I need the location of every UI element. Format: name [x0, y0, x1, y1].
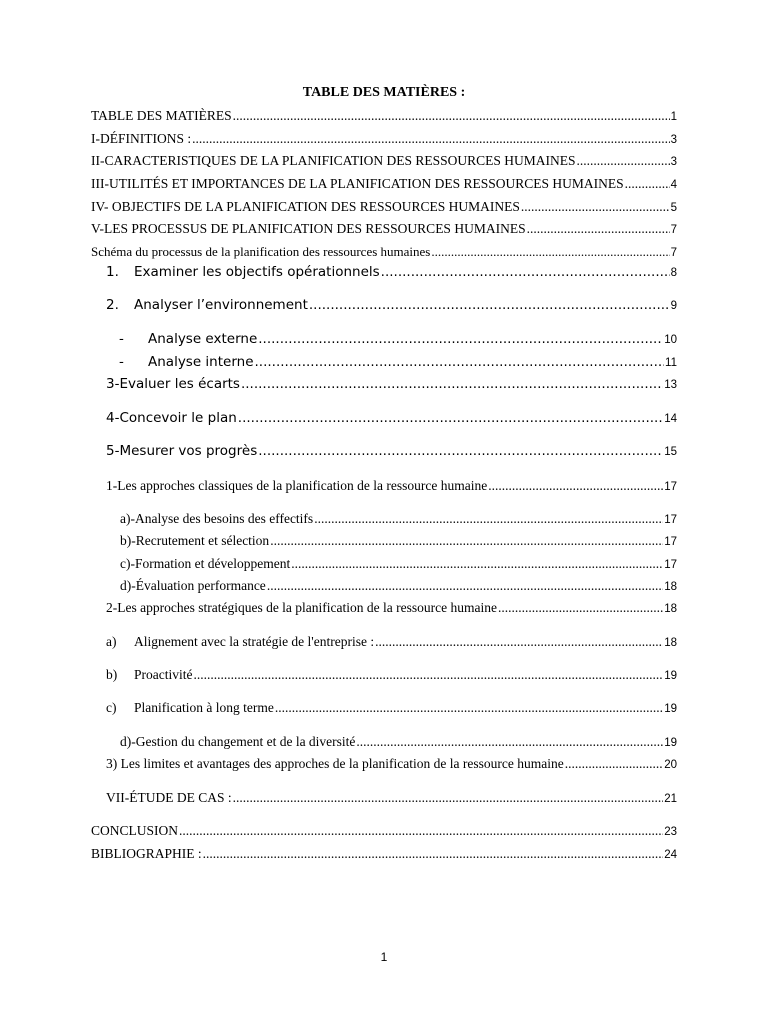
toc-bullet-dash: - [119, 331, 124, 347]
toc-entry-page-number: 18 [664, 603, 677, 615]
toc-entry-label: III-UTILITÉS ET IMPORTANCES DE LA PLANIFICATION DES RESSOURCES HUMAINES [91, 176, 624, 191]
toc-entry-label: VII-ÉTUDE DE CAS : [106, 790, 232, 805]
toc-dot-leader [381, 264, 670, 281]
toc-dot-leader [258, 331, 663, 348]
toc-entry-page-number: 15 [664, 446, 677, 458]
toc-entry-page-number: 18 [664, 637, 677, 649]
toc-dot-leader [577, 152, 670, 169]
toc-entry-label: Planification à long terme [134, 700, 274, 715]
toc-list-letter: b) [106, 667, 118, 682]
toc-dot-leader [498, 599, 663, 616]
toc-entry[interactable] [106, 599, 677, 618]
toc-entry-page-number: 17 [664, 481, 677, 493]
toc-entry[interactable] [119, 331, 677, 349]
toc-dot-leader [521, 198, 670, 215]
toc-entry[interactable] [91, 130, 677, 149]
toc-dot-leader [233, 789, 664, 806]
toc-entry-page-number: 19 [664, 670, 677, 682]
toc-entry-label: 4-Concevoir le plan [106, 410, 237, 426]
toc-entry-label: Proactivité [134, 667, 193, 682]
toc-entry-page-number: 3 [670, 156, 677, 168]
toc-entry-label: Alignement avec la stratégie de l'entreprise : [134, 634, 375, 649]
toc-entry-label: 3) Les limites et avantages des approches de la planification de la ressource humaine [106, 756, 564, 771]
toc-entry[interactable] [119, 354, 677, 372]
toc-dot-leader [258, 443, 663, 460]
toc-entry[interactable] [91, 243, 677, 262]
toc-entry[interactable] [91, 198, 677, 217]
toc-dot-leader [203, 845, 664, 862]
toc-list-letter: c) [106, 700, 117, 715]
toc-entry[interactable] [91, 152, 677, 171]
toc-entry[interactable] [106, 633, 677, 652]
toc-entry-page-number: 11 [665, 357, 677, 369]
toc-entry[interactable] [120, 577, 677, 596]
toc-entry-label: II-CARACTERISTIQUES DE LA PLANIFICATION DES RESSOURCES HUMAINES [91, 153, 576, 168]
toc-dot-leader [356, 733, 663, 750]
toc-list-number: 1. [106, 264, 119, 280]
toc-entry[interactable] [91, 220, 677, 239]
toc-entry-page-number: 3 [670, 134, 677, 146]
toc-dot-leader [309, 297, 670, 314]
toc-entry[interactable] [106, 789, 677, 808]
toc-entry-page-number: 10 [664, 334, 677, 346]
toc-entry[interactable] [106, 264, 677, 282]
toc-dot-leader [291, 555, 663, 572]
toc-entry[interactable] [120, 733, 677, 752]
toc-entry-page-number: 7 [670, 247, 677, 259]
toc-entry[interactable] [106, 297, 677, 315]
toc-dot-leader [275, 699, 663, 716]
toc-entry-page-number: 19 [664, 703, 677, 715]
toc-entry[interactable] [91, 175, 677, 194]
toc-dot-leader [192, 130, 669, 147]
toc-entry[interactable] [106, 755, 677, 774]
toc-entry[interactable] [106, 666, 677, 685]
toc-entry-label: Examiner les objectifs opérationnels [134, 264, 380, 280]
toc-entry-page-number: 4 [670, 179, 677, 191]
toc-entry-label: Schéma du processus de la planification des ressources humaines [91, 244, 431, 259]
toc-entry-page-number: 17 [664, 536, 677, 548]
toc-entry[interactable] [106, 376, 677, 394]
toc-entry[interactable] [120, 555, 677, 574]
toc-dot-leader [270, 532, 663, 549]
toc-entry-label: TABLE DES MATIÈRES [91, 108, 232, 123]
toc-entry-label: a)-Analyse des besoins des effectifs [120, 511, 314, 526]
toc-dot-leader [238, 410, 663, 427]
toc-entry-label: b)-Recrutement et sélection [120, 533, 270, 548]
toc-dot-leader [431, 243, 669, 260]
toc-entry-label: CONCLUSION [91, 823, 179, 838]
toc-entry-label: 3-Evaluer les écarts [106, 376, 240, 392]
toc-entry[interactable] [106, 410, 677, 428]
toc-entry-page-number: 7 [670, 224, 677, 236]
toc-entry[interactable] [91, 822, 677, 841]
footer-page-number: 1 [380, 950, 388, 964]
toc-list-number: 2. [106, 297, 119, 313]
toc-entry-label: 2-Les approches stratégiques de la planification de la ressource humaine [106, 600, 497, 615]
toc-dot-leader [625, 175, 670, 192]
toc-entry[interactable] [106, 699, 677, 718]
toc-list-letter: a) [106, 634, 117, 649]
toc-entry-label: 5-Mesurer vos progrès [106, 443, 258, 459]
toc-entry-page-number: 13 [664, 379, 677, 391]
toc-dot-leader [375, 633, 663, 650]
toc-entry-label: d)-Gestion du changement et de la diversité [120, 734, 356, 749]
toc-dot-leader [314, 510, 663, 527]
toc-entry-page-number: 8 [670, 267, 677, 279]
toc-entry-label: IV- OBJECTIFS DE LA PLANIFICATION DES RESSOURCES HUMAINES [91, 199, 520, 214]
toc-entry-label: c)-Formation et développement [120, 556, 291, 571]
page-title: TABLE DES MATIÈRES : [302, 85, 466, 100]
toc-entry-page-number: 14 [664, 413, 677, 425]
toc-dot-leader [241, 376, 663, 393]
toc-dot-leader [193, 666, 663, 683]
toc-dot-leader [488, 477, 663, 494]
toc-entry[interactable] [91, 845, 677, 864]
toc-entry-page-number: 9 [670, 300, 677, 312]
toc-entry[interactable] [120, 510, 677, 529]
toc-entry-page-number: 1 [670, 111, 677, 123]
toc-entry-page-number: 19 [664, 737, 677, 749]
toc-dot-leader [565, 755, 664, 772]
toc-entry-label: V-LES PROCESSUS DE PLANIFICATION DES RESSOURCES HUMAINES [91, 221, 526, 236]
toc-entry[interactable] [106, 443, 677, 461]
toc-entry-label: I-DÉFINITIONS : [91, 131, 192, 146]
toc-entry-page-number: 5 [670, 202, 677, 214]
toc-dot-leader [233, 107, 670, 124]
toc-bullet-dash: - [119, 354, 124, 370]
toc-entry[interactable] [106, 477, 677, 496]
toc-dot-leader [267, 577, 663, 594]
toc-entry-label: BIBLIOGRAPHIE : [91, 846, 202, 861]
toc-entry[interactable] [120, 532, 677, 551]
toc-entry-page-number: 17 [664, 559, 677, 571]
toc-entry-page-number: 17 [664, 514, 677, 526]
toc-entry-label: Analyse interne [148, 354, 254, 370]
toc-entry-page-number: 23 [664, 826, 677, 838]
toc-dot-leader [255, 354, 665, 371]
toc-entry-page-number: 24 [664, 849, 677, 861]
toc-entry-page-number: 18 [664, 581, 677, 593]
toc-entry[interactable] [91, 107, 677, 126]
toc-entry-page-number: 20 [664, 759, 677, 771]
toc-entry-label: d)-Évaluation performance [120, 578, 266, 593]
toc-entry-label: Analyse externe [148, 331, 258, 347]
toc-entry-page-number: 21 [664, 793, 677, 805]
toc-dot-leader [179, 822, 663, 839]
toc-entry-label: Analyser l’environnement [134, 297, 308, 313]
toc-dot-leader [527, 220, 670, 237]
toc-entry-label: 1-Les approches classiques de la planification de la ressource humaine [106, 478, 488, 493]
